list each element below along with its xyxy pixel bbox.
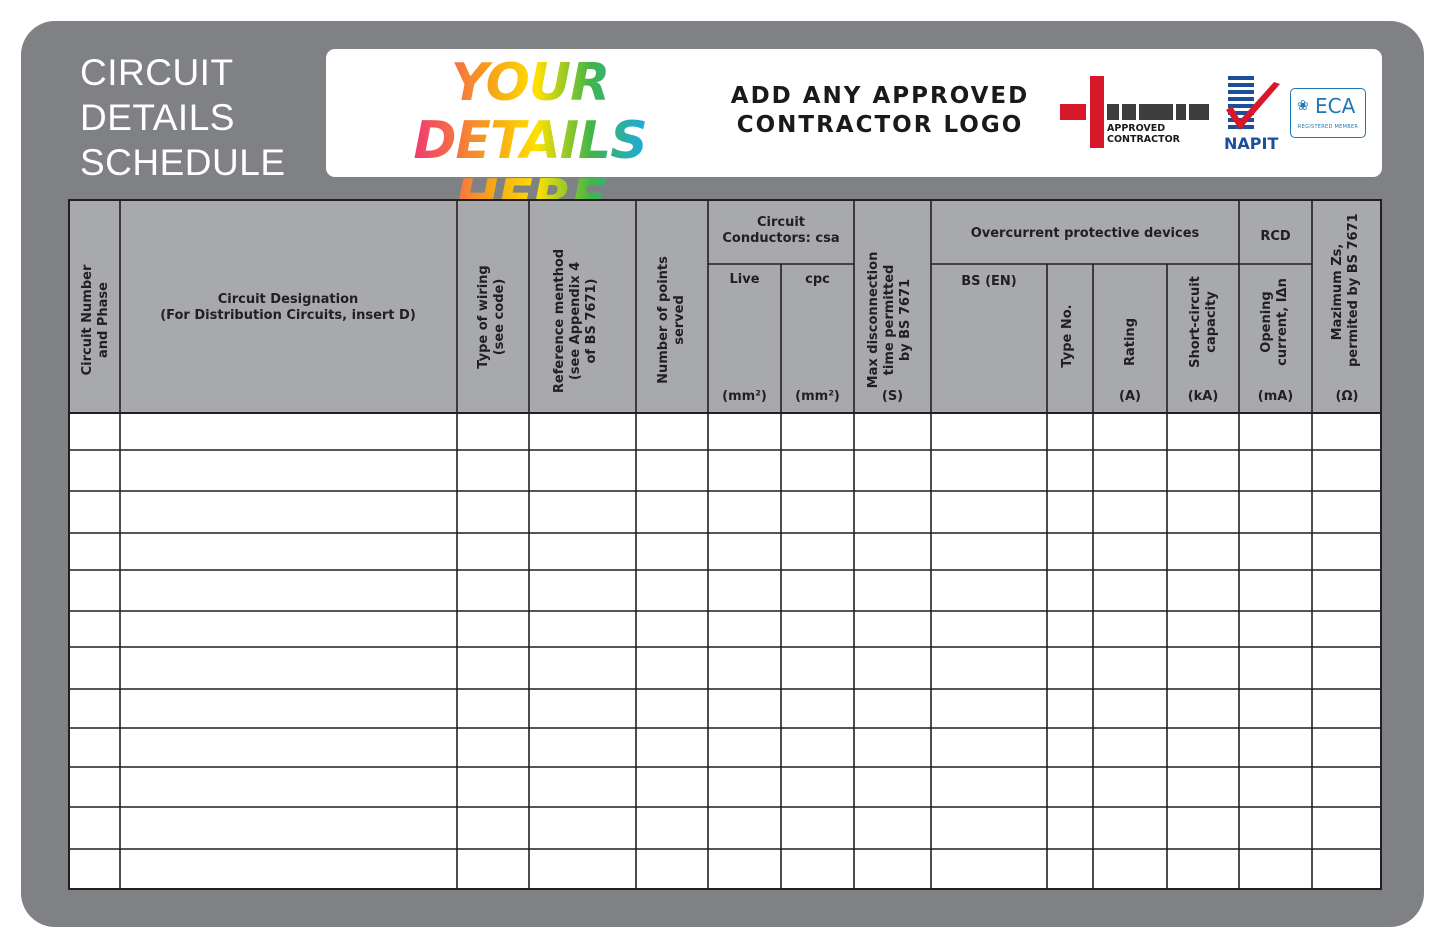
eca-label: ECA: [1315, 94, 1356, 118]
table-row[interactable]: [69, 451, 1381, 491]
header-opening-current-unit: (mA): [1257, 389, 1294, 404]
niceic-logo-icon: [1060, 76, 1210, 148]
header-circuit-number: Circuit Number and Phase: [80, 264, 111, 376]
table-row[interactable]: [69, 492, 1381, 533]
add-logo-text: [710, 82, 1050, 140]
napit-logo-icon: [1222, 76, 1282, 154]
header-bs-en: BS (EN): [961, 274, 1017, 289]
eca-emblem-icon: ❀: [1297, 98, 1309, 114]
header-circuit-conductors: Circuit Conductors: csa: [722, 215, 840, 246]
header-reference-method: Reference menthod (see Appendix 4 of BS 7671): [552, 248, 599, 394]
circuit-schedule-table: [68, 199, 1382, 890]
title-line-3: SCHEDULE: [80, 142, 286, 183]
title-line-2: DETAILS: [80, 97, 235, 138]
header-maximum-zs-unit: (Ω): [1335, 389, 1359, 404]
header-type-no: Type No.: [1060, 304, 1075, 368]
header-short-circuit-unit: (kA): [1187, 389, 1219, 404]
header-rating: Rating: [1123, 318, 1138, 367]
header-opening-current: Opening current, IΔn: [1259, 278, 1290, 366]
table-row[interactable]: [69, 729, 1381, 767]
header-maximum-zs: Mazimum Zs, permited by BS 7671: [1330, 213, 1361, 367]
eca-sub-label: REGISTERED MEMBER: [1297, 124, 1359, 130]
header-max-disconnection: Max disconnection time permitted by BS 7671: [866, 251, 913, 389]
document-title: [80, 50, 286, 185]
header-cpc-unit: (mm²): [795, 389, 840, 404]
niceic-contractor: CONTRACTOR: [1107, 134, 1180, 145]
header-circuit-designation: Circuit Designation (For Distribution Circuits, insert D): [160, 292, 416, 323]
header-number-of-points: Number of points served: [656, 256, 687, 384]
table-row[interactable]: [69, 648, 1381, 689]
header-overcurrent-devices: Overcurrent protective devices: [970, 226, 1200, 241]
add-logo-line-2: CONTRACTOR LOGO: [736, 112, 1024, 138]
header-short-circuit: Short-circuit capacity: [1188, 276, 1219, 368]
your-details-line-1: YOUR DETAILS: [413, 53, 647, 171]
header-cpc: cpc: [805, 272, 830, 287]
table-row[interactable]: [69, 534, 1381, 570]
header-max-disconnection-unit: (S): [881, 389, 904, 404]
title-line-1: CIRCUIT: [80, 52, 234, 93]
table-row[interactable]: [69, 414, 1381, 450]
add-logo-line-1: ADD ANY APPROVED: [730, 83, 1030, 109]
table-row[interactable]: [69, 690, 1381, 728]
table-row[interactable]: [69, 612, 1381, 647]
table-row[interactable]: [69, 808, 1381, 849]
header-live: Live: [729, 272, 760, 287]
table-row[interactable]: [69, 850, 1381, 890]
table-row[interactable]: [69, 571, 1381, 611]
niceic-approved: APPROVED: [1107, 123, 1166, 134]
eca-logo-icon: [1290, 88, 1366, 138]
header-type-of-wiring: Type of wiring (see code): [476, 265, 507, 369]
header-rcd: RCD: [1260, 229, 1291, 244]
napit-label: NAPIT: [1224, 134, 1279, 153]
header-rating-unit: (A): [1119, 389, 1141, 404]
table-row[interactable]: [69, 768, 1381, 807]
header-live-unit: (mm²): [722, 389, 767, 404]
